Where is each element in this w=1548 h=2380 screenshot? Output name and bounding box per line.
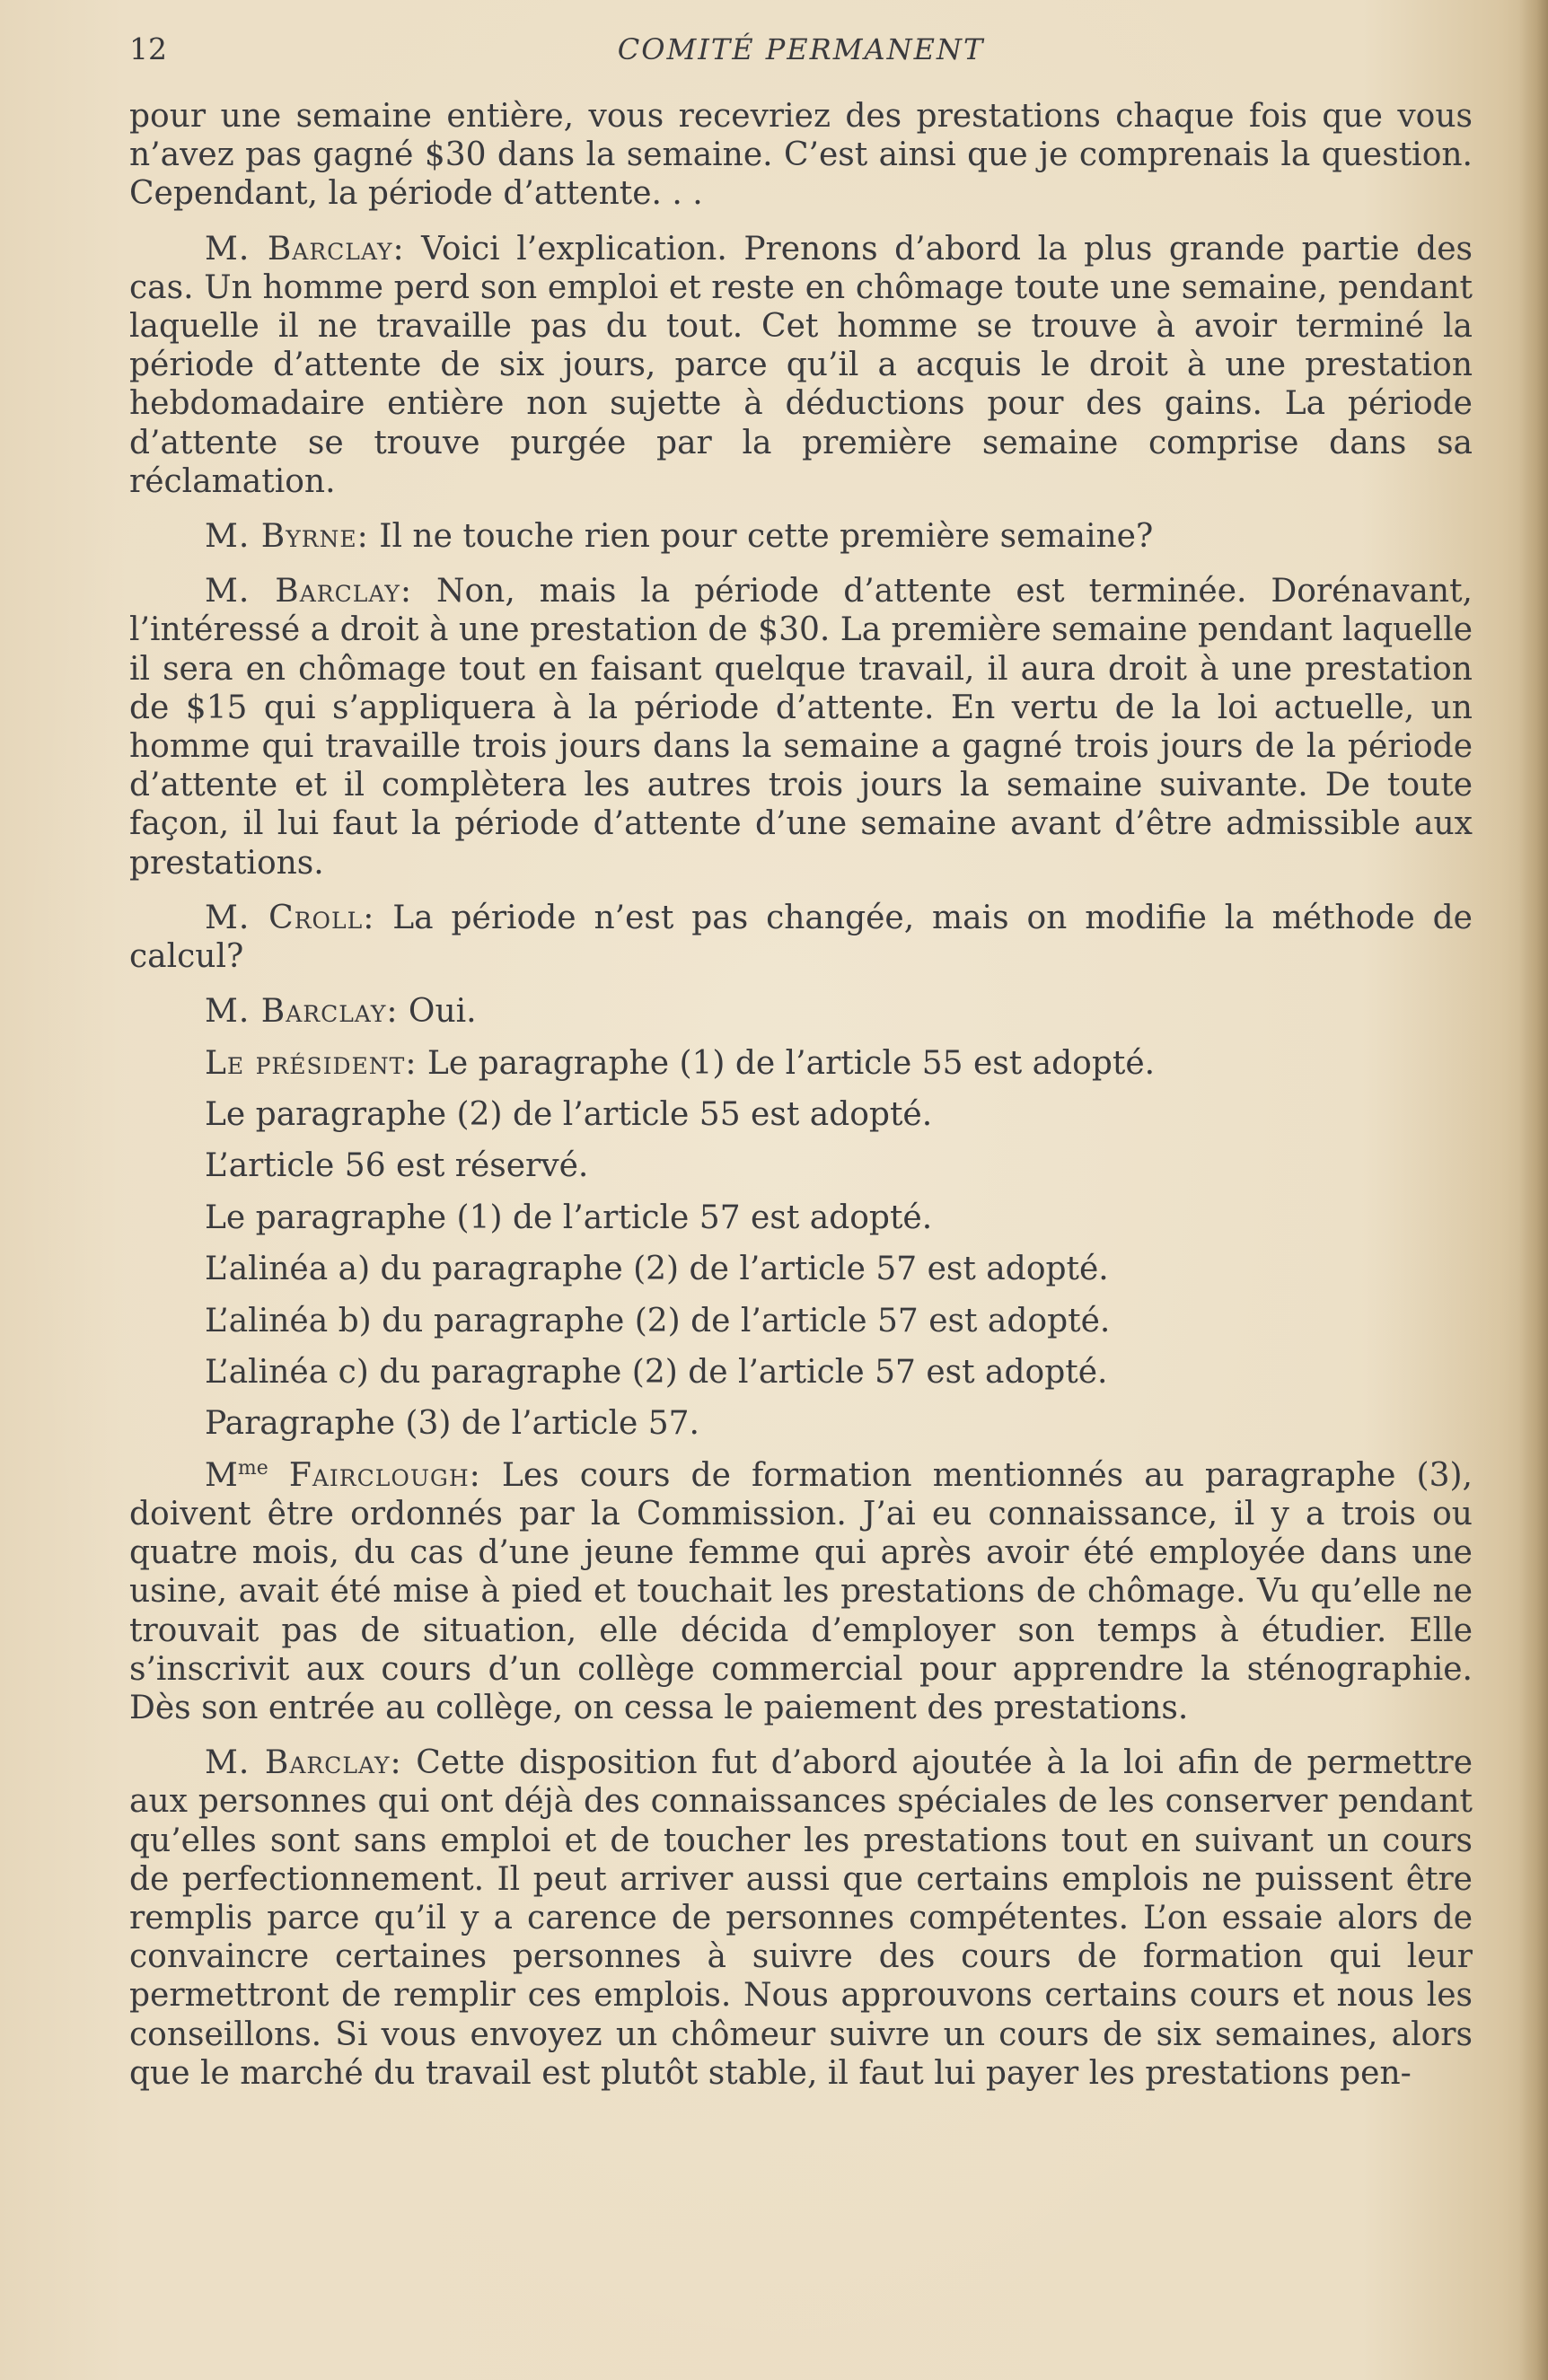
body-text <box>129 97 1473 2109</box>
paragraph-text: Oui. <box>398 993 477 1031</box>
paragraph-barclay-disposition <box>129 1743 1473 2093</box>
ruling-line <box>129 1250 1473 1288</box>
ruling-line <box>129 1095 1473 1134</box>
speaker-name: M. Barclay: <box>205 993 399 1031</box>
speaker-name: Le président: <box>205 1044 418 1082</box>
ruling-text: Le paragraphe (2) de l’article 55 est adopté. <box>205 1096 933 1134</box>
ruling-line <box>129 1302 1473 1340</box>
paragraph-text: Cette disposition fut d’abord ajoutée à la loi afin de permettre aux personnes qui ont déjà des connaissances spéciales de les conserver pendant qu’elles sont sans emploi et de toucher les prestations tout en suivant un cours de perfectionnement. Il peut arriver aussi que certains emplois ne puissent être remplis parce qu’il y a carence de personnes compétentes. L’on essaie alors de convaincre certaines personnes à suivre des cours de formation qui leur permettront de remplir ces emplois. Nous approuvons certains cours et nous les conseillons. Si vous envoyez un chômeur suivre un cours de six semaines, alors que le marché du travail est plutôt stable, il faut lui payer les prestations pen- <box>129 1744 1473 2092</box>
paragraph-text: Non, mais la période d’attente est terminée. Dorénavant, l’intéressé a droit à une prestation de $30. La première semaine pendant laquelle il sera en chômage tout en faisant quelque travail, il aura droit à une prestation de $15 qui s’appliquera à la période d’attente. En vertu de la loi actuelle, un homme qui travaille trois jours dans la semaine a gagné trois jours de la période d’attente et il complètera les autres trois jours la semaine suivante. De toute façon, il lui faut la période d’attente d’une semaine avant d’être admissible aux prestations. <box>129 573 1473 882</box>
paragraph-barclay-answer <box>129 572 1473 883</box>
speaker-name: M. Byrne: <box>205 518 369 556</box>
speaker-name: M. Croll: <box>205 899 375 936</box>
paragraph-text: Voici l’explication. Prenons d’abord la plus grande partie des cas. Un homme perd son emploi et reste en chômage toute une semaine, pendant laquelle il ne travaille pas du tout. Cet homme se trouve à avoir terminé la période d’attente de six jours, parce qu’il a acquis le droit à une prestation hebdomadaire entière non sujette à déductions pour des gains. La période d’attente se trouve purgée par la première semaine comprise dans sa réclamation. <box>129 230 1473 500</box>
paragraph-text: Il ne touche rien pour cette première semaine? <box>368 518 1154 556</box>
paragraph-president-ruling <box>129 1044 1473 1083</box>
paragraph-fairclough <box>129 1456 1473 1727</box>
ruling-text: Le paragraphe (1) de l’article 57 est adopté. <box>205 1199 933 1236</box>
ruling-text: L’alinéa b) du paragraphe (2) de l’article 57 est adopté. <box>205 1302 1111 1339</box>
ruling-line <box>129 1199 1473 1237</box>
ruling-line <box>129 1404 1473 1443</box>
paragraph-barclay-oui <box>129 992 1473 1031</box>
page-header <box>129 27 1473 72</box>
paragraph-text: Les cours de formation mentionnés au paragraphe (3), doivent être ordonnés par la Commission. J’ai eu connaissance, il y a trois ou quatre mois, du cas d’une jeune femme qui après avoir été employée dans une usine, avait été mise à pied et touchait les prestations de chômage. Vu qu’elle ne trouvait pas de situation, elle décida d’employer son temps à étudier. Elle s’inscrivit aux cours d’un collège commercial pour apprendre la sténographie. Dès son entrée au collège, on cessa le paiement des prestations. <box>129 1456 1473 1726</box>
ruling-line <box>129 1146 1473 1185</box>
paragraph-barclay-explanation <box>129 230 1473 501</box>
paragraph-text: La période n’est pas changée, mais on modifie la méthode de calcul? <box>129 899 1473 976</box>
speaker-name: M. Barclay: <box>205 230 405 268</box>
paragraph-croll-question <box>129 899 1473 976</box>
paragraph-text: pour une semaine entière, vous recevriez des prestations chaque fois que vous n’avez pas gagné $30 dans la semaine. C’est ainsi que je comprenais la question. Cependant, la période d’attente. . . <box>129 98 1473 213</box>
ruling-text: L’article 56 est réservé. <box>205 1147 589 1185</box>
page-edge-shadow <box>1519 0 1548 2380</box>
paragraph-continuation <box>129 97 1473 214</box>
running-title: COMITÉ PERMANENT <box>617 32 985 66</box>
speaker-honorific: $M^{me}$ <box>205 1456 268 1494</box>
ruling-text: L’alinéa a) du paragraphe (2) de l’article 57 est adopté. <box>205 1251 1109 1288</box>
ruling-text: Paragraphe (3) de l’article 57. <box>205 1405 699 1443</box>
ruling-line <box>129 1353 1473 1392</box>
speaker-name: M. Barclay: <box>205 1744 402 1782</box>
paragraph-byrne-question <box>129 517 1473 556</box>
speaker-name: M. Barclay: <box>205 573 412 610</box>
paragraph-text: Le paragraphe (1) de l’article 55 est adopté. <box>417 1044 1156 1082</box>
ruling-text: L’alinéa c) du paragraphe (2) de l’article 57 est adopté. <box>205 1354 1108 1391</box>
speaker-name: Fairclough: <box>288 1456 481 1494</box>
page-number: 12 <box>129 31 167 66</box>
